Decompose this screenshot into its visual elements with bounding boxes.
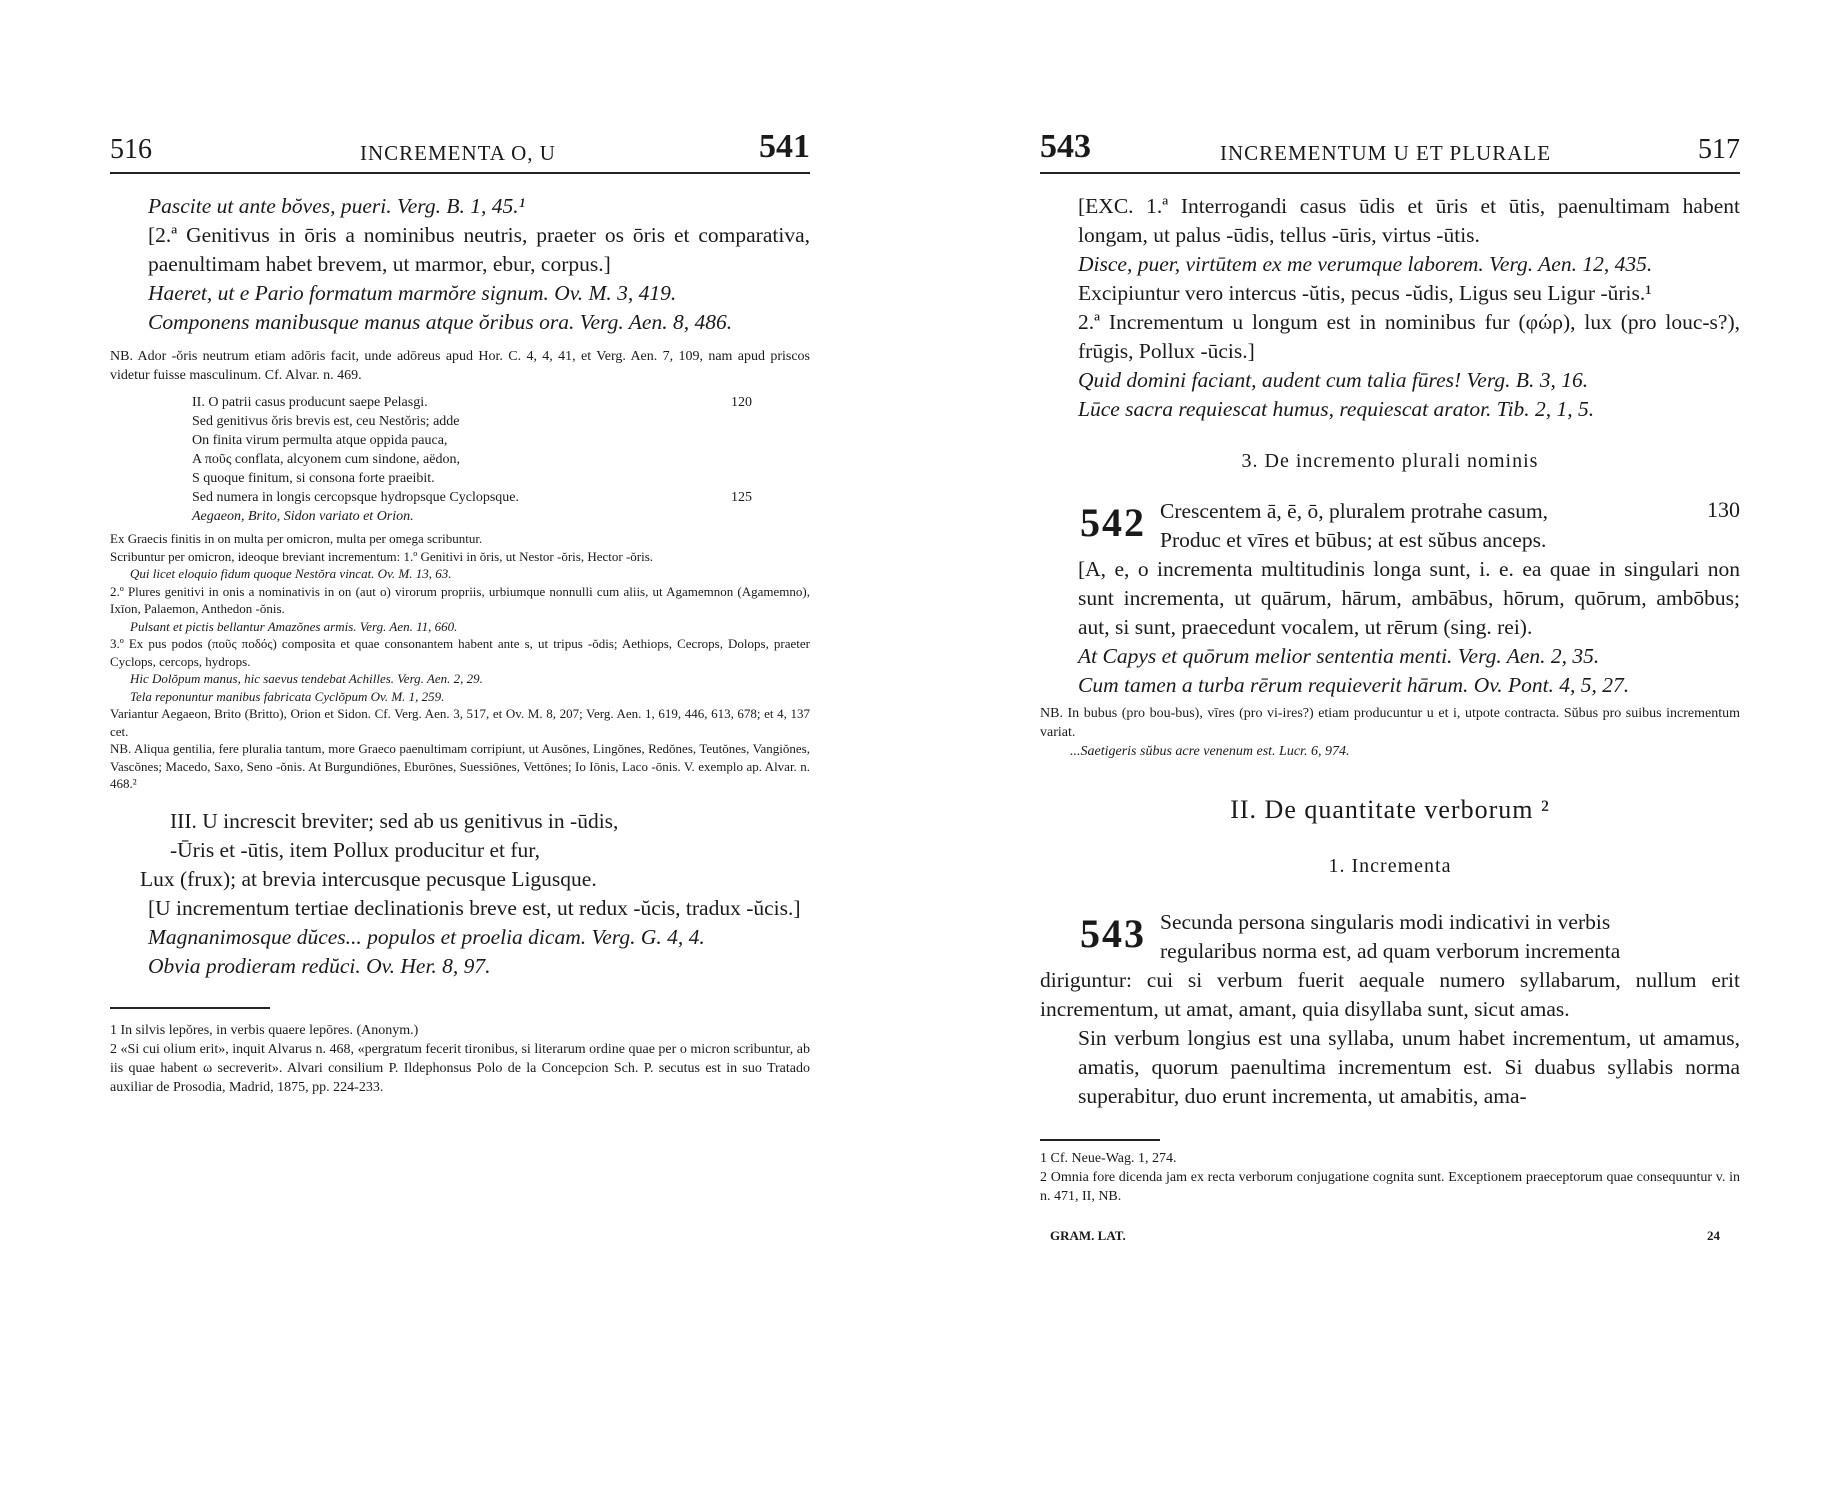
left-quote-1: Pascite ut ante bŏves, pueri. Verg. B. 1, 45.¹ (148, 194, 526, 218)
left-note: 3.º Ex pus podos (ποῦς ποδός) composita et quae consonantem habent ante s, ut tripus -ŏdis; Aethiops, Cecrops, Dolops, praeter Cyclops, cercops, hydrops. (110, 636, 810, 669)
right-quote: At Capys et quōrum melior sententia menti. Verg. Aen. 2, 35. (1078, 644, 1600, 668)
left-note: NB. Aliqua gentilia, fere pluralia tantum, more Graeco paenultimam corripiunt, ut Ausŏnes, Lingŏnes, Redŏnes, Teutŏnes, Vangiŏnes, Vascŏnes; Macedo, Saxo, Seno -ŏnis. At Burgundiōnes, Eburōnes, Suessiōnes, Vettōnes; Io Iōnis, Laco -ōnis. V. exemplo ap. Alvar. n. 468.² (110, 741, 810, 791)
footer-sheet-number: 24 (1707, 1228, 1720, 1243)
verse-line: Aegaeon, Brito, Sidon variato et Orion. (192, 509, 414, 524)
left-note-quote: Pulsant et pictis bellantur Amazŏnes armis. Verg. Aen. 11, 660. (130, 618, 458, 634)
right-page (1040, 120, 1740, 1258)
verse-line: Sed numera in longis cercopsque hydropsque Cyclopsque. 125 (192, 490, 752, 505)
section-number-543: 543 (1080, 911, 1146, 956)
left-verse-block (192, 393, 752, 526)
verse-number: 130 (1707, 497, 1740, 522)
verse-number: 125 (731, 490, 752, 505)
right-running-title: INCREMENTUM U ET PLURALE (1220, 141, 1552, 165)
footer-signature: GRAM. LAT. (1050, 1228, 1126, 1243)
left-running-title: INCREMENTA O, U (360, 141, 556, 165)
verse-line: S quoque finitum, si consona forte praeibit. (192, 471, 435, 486)
verse-line: On finita virum permulta atque oppida pauca, (192, 433, 448, 448)
right-footnote-2: 2 Omnia fore dicenda jam ex recta verborum conjugatione cognita sunt. Exceptionem praeceptorum quae consequuntur v. in n. 471, II, NB. (1040, 1170, 1740, 1204)
left-note: Ex Graecis finitis in on multa per omicron, multa per omega scribuntur. (110, 531, 483, 546)
right-page-number: 517 (1698, 134, 1740, 165)
right-quote: Disce, puer, virtūtem ex me verumque laborem. Verg. Aen. 12, 435. (1078, 252, 1653, 276)
left-paragraph: [U incrementum tertiae declinationis breve est, ut redux -ŭcis, tradux -ŭcis.] (148, 895, 801, 920)
right-paragraph-542: [A, e, o incrementa multitudinis longa sunt, i. e. ea quae in singulari non sunt incrementa, ut quārum, hārum, ambābus, hōrum, quōrum, ambōbus; aut, si sunt, praecedunt vocalem, ut rērum (sing. rei). (1078, 557, 1740, 639)
right-exception: 2.ª Incrementum u longum est in nominibus fur (φώρ), lux (pro louc-s?), frūgis, Pollux -ūcis.] (1078, 310, 1740, 363)
left-verse-rule-3: Lux (frux); at brevia intercusque pecusque Ligusque. (140, 866, 597, 891)
right-quote: Lūce sacra requiescat humus, requiescat arator. Tib. 2, 1, 5. (1078, 397, 1595, 421)
text-line: Secunda persona singularis modi indicativi in verbis (1160, 910, 1611, 934)
right-paragraph-543: diriguntur: cui si verbum fuerit aequale numero syllabarum, nullum erit incrementum, ut amat, amant, quia disyllaba sunt, sicut amas. (1040, 968, 1740, 1021)
left-footnote-2: 2 «Si cui olium erit», inquit Alvarus n. 468, «pergratum fecerit tironibus, si literarum ordine quae per o micron scribuntur, ab iis quae habent ω secreverit». Alvari consilium P. Ildephonsus Polo de la Concepcion Sch. P. secutus est in suo Tratado auxiliar de Prosodia, Madrid, 1875, pp. 224-233. (110, 1041, 810, 1095)
verse-line: A ποῦς conflata, alcyonem cum sindone, aëdon, (192, 452, 460, 467)
left-footnote-1: 1 In silvis lepŏres, in verbis quaere lepōres. (Anonym.) (110, 1022, 419, 1038)
left-page (110, 120, 810, 1097)
section-number-542: 542 (1080, 500, 1146, 545)
verse-line: Sed genitivus ŏris brevis est, ceu Nestŏris; adde (192, 414, 460, 429)
left-quote-3: Componens manibusque manus atque ŏribus ora. Verg. Aen. 8, 486. (148, 310, 733, 334)
page-footer (1040, 1228, 1740, 1258)
left-quote: Magnanimosque dŭces... populos et proelia dicam. Verg. G. 4, 4. (148, 924, 705, 949)
left-section-number: 541 (759, 128, 810, 165)
left-note: Variantur Aegaeon, Brito (Britto), Orion et Sidon. Cf. Verg. Aen. 3, 517, et Ov. M. 8, 207; Verg. Aen. 1, 619, 446, 613, 678; et 4, 137 cet. (110, 706, 810, 739)
right-exception: Excipiuntur vero intercus -ŭtis, pecus -ŭdis, Ligus seu Ligur -ŭris.¹ (1078, 281, 1652, 305)
left-verse-rule-3: -Ūris et -ūtis, item Pollux producitur et fur, (170, 837, 540, 862)
verse-line: Produc et vīres et būbus; at est sŭbus anceps. (1160, 528, 1547, 552)
footnote-rule (1040, 1139, 1160, 1141)
verse-line: II. O patrii casus producunt saepe Pelasgi. 120 (192, 395, 752, 410)
text-line: regularibus norma est, ad quam verborum incrementa (1160, 939, 1621, 963)
left-nb-1: NB. Ador -ŏris neutrum etiam adōris facit, unde adōreus apud Hor. C. 4, 4, 41, et Verg. Aen. 7, 109, nam apud priscos videtur fuisse masculinum. Cf. Alvar. n. 469. (110, 349, 810, 383)
section-542 (1040, 497, 1740, 555)
right-nb-quote: ...Saetigeris sŭbus acre venenum est. Lucr. 6, 974. (1070, 744, 1350, 759)
sub-heading: 1. Incrementa (1328, 855, 1452, 877)
left-quote: Obvia prodieram redŭci. Ov. Her. 8, 97. (148, 953, 491, 978)
right-paragraph-543b: Sin verbum longius est una syllaba, unum habet incrementum, ut amamus, amatis, quorum paenultima incrementum est. Si duabus syllabis norma superabitur, duo erunt incrementa, ut amabitis, ama- (1078, 1026, 1740, 1108)
left-quote-2: Haeret, ut e Pario formatum marmŏre signum. Ov. M. 3, 419. (148, 281, 677, 305)
left-note-quote: Hic Dolŏpum manus, hic saevus tendebat Achilles. Verg. Aen. 2, 29. (130, 671, 483, 686)
left-note-quote: Qui licet eloquio fidum quoque Nestŏra vincat. Ov. M. 13, 63. (130, 566, 452, 581)
left-page-number: 516 (110, 134, 152, 165)
right-footnote-1: 1 Cf. Neue-Wag. 1, 274. (1040, 1151, 1177, 1166)
section-heading-3: 3. De incremento plurali nominis (1241, 450, 1539, 472)
right-quote: Quid domini faciant, audent cum talia fūres! Verg. B. 3, 16. (1078, 368, 1589, 392)
right-section-number: 543 (1040, 128, 1091, 165)
chapter-heading: II. De quantitate verborum ² (1230, 795, 1550, 824)
right-nb: NB. In bubus (pro bou-bus), vīres (pro vi-ires?) etiam producuntur u et i, utpote contracta. Sŭbus pro suibus incrementum variat. (1040, 706, 1740, 740)
verse-number: 120 (731, 395, 752, 410)
left-note: 2.º Plures genitivi in onis a nominativis in on (aut o) virorum propriis, urbiumque nonnulli cum aliis, ut Agamemnon (Agamemno), Ixīon, Palaemon, Anthedon -ŏnis. (110, 583, 810, 616)
section-543 (1040, 908, 1740, 966)
verse-line: Crescentem ā, ē, ō, pluralem protrahe casum, (1160, 499, 1549, 523)
footnote-rule (110, 1007, 270, 1009)
left-note: Scribuntur per omicron, ideoque breviant incrementum: 1.º Genitivi in ŏris, ut Nestor -ŏris, Hector -ŏris. (110, 548, 654, 564)
left-running-head (110, 120, 810, 174)
left-rule-2: [2.ª Genitivus in ōris a nominibus neutris, praeter os ōris et comparativa, paenultimam habet brevem, ut marmor, ebur, corpus.] (148, 223, 810, 276)
left-verse-rule-3: III. U increscit breviter; sed ab us genitivus in -ūdis, (170, 808, 619, 833)
right-running-head (1040, 120, 1740, 174)
left-note-quote: Tela reponuntur manibus fabricata Cyclŏpum Ov. M. 1, 259. (130, 688, 445, 704)
right-exception: [EXC. 1.ª Interrogandi casus ūdis et ūris et ūtis, paenultimam habent longam, ut palus -ūdis, tellus -ūris, virtus -ūtis. (1078, 194, 1740, 247)
right-quote: Cum tamen a turba rērum requieverit hārum. Ov. Pont. 4, 5, 27. (1078, 673, 1630, 697)
